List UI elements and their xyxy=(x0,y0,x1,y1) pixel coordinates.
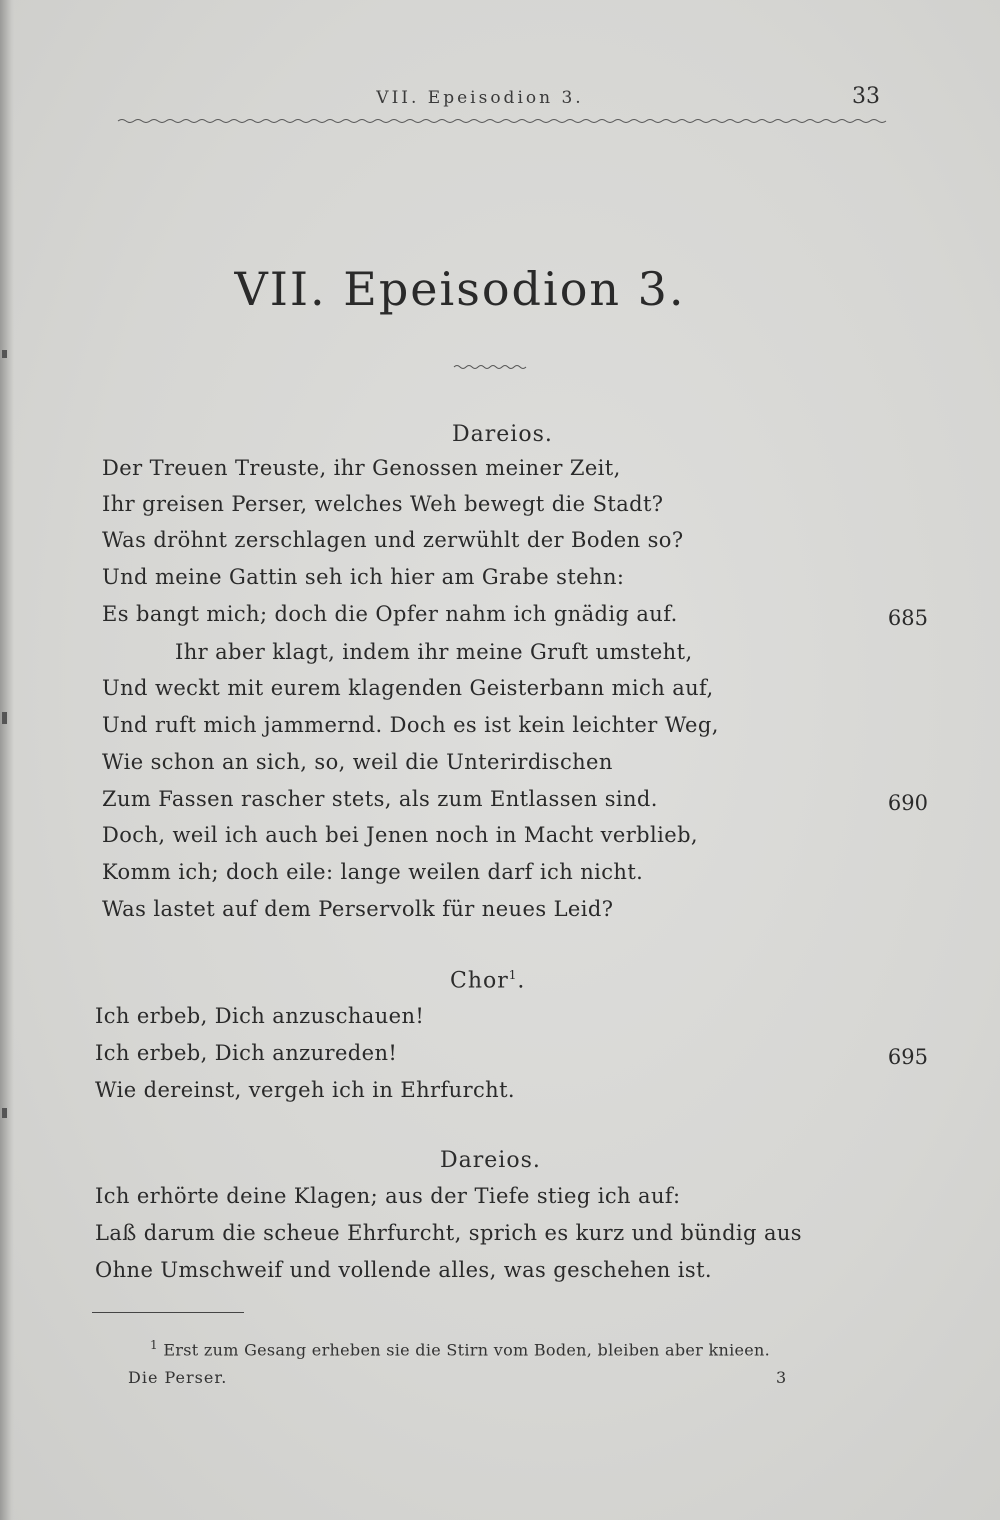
verse-line: Ohne Umschweif und vollende alles, was geschehen ist. xyxy=(95,1258,712,1282)
running-head-title: VII. Epeisodion 3. xyxy=(376,88,584,108)
verse-line: Komm ich; doch eile: lange weilen darf ich nicht. xyxy=(102,860,644,884)
footnote-rule xyxy=(92,1312,244,1313)
footnote xyxy=(150,1338,770,1359)
line-number: 685 xyxy=(887,606,928,630)
header-wavy-rule xyxy=(118,116,882,126)
speaker-period: . xyxy=(517,968,526,994)
line-number: 690 xyxy=(887,791,928,815)
signature-title: Die Perser. xyxy=(128,1368,228,1387)
verse-line: Ihr greisen Perser, welches Weh bewegt die Stadt? xyxy=(102,492,664,516)
running-head xyxy=(100,84,880,114)
verse-line: Und ruft mich jammernd. Doch es ist kein leichter Weg, xyxy=(102,713,719,737)
chapter-title: VII. Epeisodion 3. xyxy=(234,262,686,316)
verse-line: Wie dereinst, vergeh ich in Ehrfurcht. xyxy=(95,1078,516,1102)
verse-line: Doch, weil ich auch bei Jenen noch in Macht verblieb, xyxy=(102,823,698,847)
verse-line: Ich erhörte deine Klagen; aus der Tiefe stieg ich auf: xyxy=(95,1184,681,1208)
signature-number: 3 xyxy=(776,1368,787,1387)
verse-line: Und weckt mit eurem klagenden Geisterbann mich auf, xyxy=(102,676,714,700)
verse-line: Und meine Gattin seh ich hier am Grabe stehn: xyxy=(102,565,625,589)
page-spine-shadow xyxy=(0,0,14,1520)
verse-line: Der Treuen Treuste, ihr Genossen meiner Zeit, xyxy=(102,456,621,480)
verse-line: Ich erbeb, Dich anzureden! xyxy=(95,1041,398,1065)
margin-mark xyxy=(2,1108,7,1118)
speaker-name: Chor xyxy=(450,968,509,994)
verse-line: Es bangt mich; doch die Opfer nahm ich gnädig auf. xyxy=(102,602,678,626)
margin-mark xyxy=(2,712,7,724)
speaker-heading: Dareios. xyxy=(440,1148,541,1173)
verse-line: Was dröhnt zerschlagen und zerwühlt der Boden so? xyxy=(102,528,684,552)
line-number: 695 xyxy=(887,1045,928,1069)
verse-line: Ihr aber klagt, indem ihr meine Gruft umsteht, xyxy=(175,640,693,664)
verse-line: Zum Fassen rascher stets, als zum Entlassen sind. xyxy=(102,787,658,811)
title-wavy-ornament xyxy=(454,362,530,372)
speaker-heading: Dareios. xyxy=(452,422,553,447)
footnote-number: 1 xyxy=(150,1338,158,1352)
verse-line: Was lastet auf dem Perservolk für neues Leid? xyxy=(102,897,614,921)
speaker-heading xyxy=(450,968,525,993)
footnote-text: Erst zum Gesang erheben sie die Stirn vom Boden, bleiben aber knieen. xyxy=(163,1340,771,1360)
margin-mark xyxy=(2,350,7,358)
footnote-marker: 1 xyxy=(508,968,518,982)
verse-line: Wie schon an sich, so, weil die Unterirdischen xyxy=(102,750,613,774)
page-number: 33 xyxy=(852,84,880,109)
verse-line: Ich erbeb, Dich anzuschauen! xyxy=(95,1004,425,1028)
verse-line: Laß darum die scheue Ehrfurcht, sprich es kurz und bündig aus xyxy=(95,1221,802,1245)
